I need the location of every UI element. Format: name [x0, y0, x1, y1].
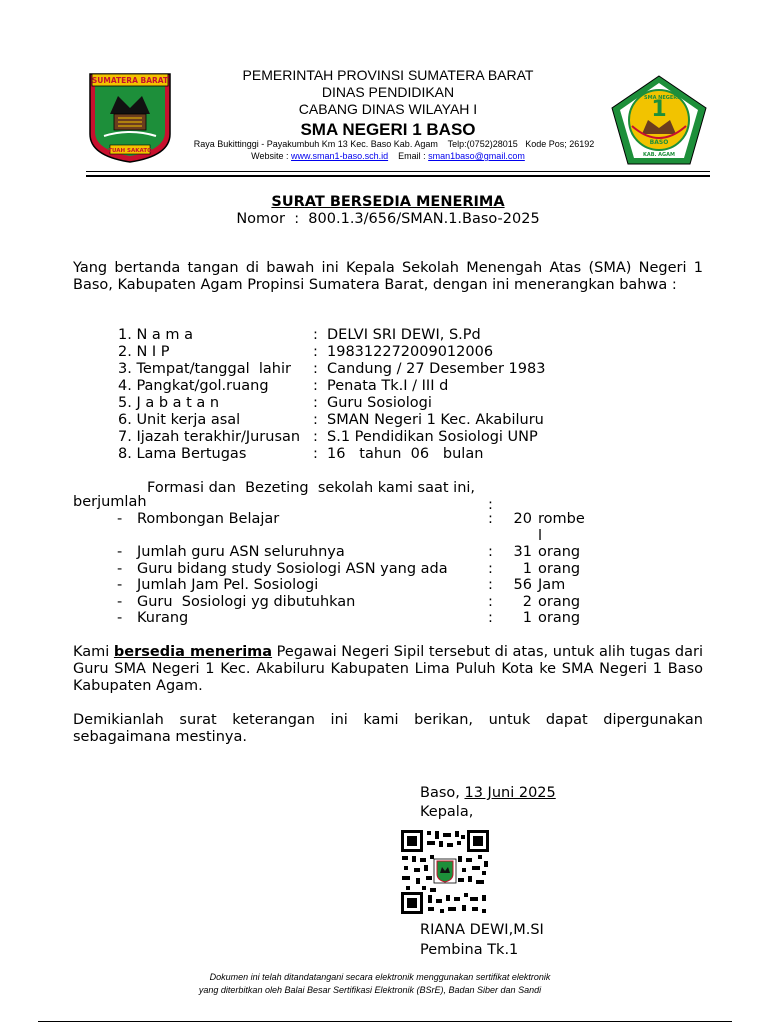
acceptance-paragraph: [73, 644, 703, 695]
letter-number: Nomor : 800.1.3/656/SMAN.1.Baso-2025: [236, 211, 540, 227]
province-logo: [88, 72, 172, 164]
province-logo-motto: TUAH SAKATO: [108, 148, 152, 154]
header-address: Raya Bukittinggi - Payakumbuh Km 13 Kec. Baso Kab. Agam Telp:(0752)28015 Kode Pos; 26192: [193, 139, 595, 149]
identity-value: 198312272009012006: [327, 344, 494, 360]
identity-table: [118, 327, 545, 463]
closing-paragraph: Demikianlah surat keterangan ini kami berikan, untuk dapat dipergunakan sebagaimana mestinya.: [73, 712, 703, 745]
school-logo-number: 1: [651, 97, 667, 122]
header-school-name: SMA NEGERI 1 BASO: [300, 120, 476, 139]
website-link[interactable]: www.sman1-baso.sch.id: [291, 151, 389, 161]
acceptance-post: Pegawai Negeri Sipil tersebut di atas, untuk alih tugas dari Guru SMA Negeri 1 Kec. Akabiluru Kabupaten Lima Puluh Kota ke SMA Negeri 1 Baso Kabupaten Agam.: [73, 644, 703, 694]
formasi-value: 1: [522, 560, 532, 577]
identity-value: S.1 Pendidikan Sosiologi UNP: [327, 429, 538, 445]
formasi-row: - Jumlah guru ASN seluruhnya : 31 orang: [117, 544, 590, 561]
intro-paragraph: Yang bertanda tangan di bawah ini Kepala Sekolah Menengah Atas (SMA) Negeri 1 Baso, Kabupaten Agam Propinsi Sumatera Barat, dengan ini menerangkan bahwa :: [73, 260, 703, 293]
identity-value: Candung / 27 Desember 1983: [327, 361, 546, 377]
email-link[interactable]: sman1baso@gmail.com: [428, 151, 525, 161]
identity-label: 5. J a b a t a n: [118, 395, 220, 411]
formasi-label: Kurang: [137, 610, 189, 626]
formasi-row: - Guru bidang study Sosiologi ASN yang ada : 1 orang: [117, 561, 590, 578]
formasi-value: 1: [522, 610, 532, 626]
signature-place: Baso,: [420, 785, 465, 801]
identity-row: 8. Lama Bertugas : 16 tahun 06 bulan: [118, 446, 545, 463]
email-label: Email :: [398, 151, 426, 161]
formasi-intro: Formasi dan Bezeting sekolah kami saat ini,: [147, 480, 476, 496]
identity-row: 6. Unit kerja asal : SMAN Negeri 1 Kec. Akabiluru: [118, 412, 544, 428]
identity-row: 1. N a m a : DELVI SRI DEWI, S.Pd: [118, 327, 545, 344]
signature-place-date: [420, 785, 556, 802]
formasi-value: 31: [513, 544, 532, 560]
identity-label: 7. Ijazah terakhir/Jurusan: [118, 429, 301, 445]
qr-code: [400, 829, 490, 915]
acceptance-bold: bersedia menerima: [113, 644, 273, 660]
formasi-unit: orang: [538, 544, 581, 560]
formasi-row: - Guru Sosiologi yg dibutuhkan : 2 orang: [117, 594, 590, 611]
identity-label: 2. N I P: [118, 344, 170, 360]
formasi-unit: orang: [538, 593, 581, 610]
formasi-colon: :: [488, 497, 493, 513]
formasi-label: Jumlah guru ASN seluruhnya: [137, 544, 345, 560]
formasi-unit: orang: [538, 560, 581, 577]
school-logo-name: BASO: [649, 139, 669, 146]
identity-row: 2. N I P : 198312272009012006: [118, 344, 545, 361]
signature-date: 13 Juni 2025: [464, 785, 556, 801]
formasi-label: Rombongan Belajar: [137, 511, 280, 527]
school-logo-bottom-text: KAB. AGAM: [642, 152, 676, 158]
identity-label: 3. Tempat/tanggal lahir: [118, 361, 291, 377]
header-rule-thick: [86, 175, 710, 177]
formasi-row: - Jumlah Jam Pel. Sosiologi : 56 Jam: [117, 577, 590, 594]
signatory-name: RIANA DEWI,M.SI: [420, 922, 544, 938]
footer-line-1: Dokumen ini telah ditandatangani secara elektronik menggunakan sertifikat elektronik: [209, 972, 551, 982]
formasi-value: 2: [522, 593, 532, 610]
formasi-value: 56: [513, 577, 532, 593]
letter-title: SURAT BERSEDIA MENERIMA: [271, 194, 505, 210]
acceptance-pre: Kami: [73, 644, 114, 660]
header-government: PEMERINTAH PROVINSI SUMATERA BARAT: [242, 67, 534, 83]
province-logo-top-text: SUMATERA BARAT: [91, 76, 169, 85]
identity-value: 16 tahun 06 bulan: [327, 446, 484, 462]
identity-value: Guru Sosiologi: [327, 395, 432, 411]
header-rule-thin: [86, 171, 710, 172]
formasi-label: Jumlah Jam Pel. Sosiologi: [137, 577, 319, 593]
identity-row: 7. Ijazah terakhir/Jurusan : S.1 Pendidikan Sosiologi UNP: [118, 429, 545, 446]
formasi-label: Guru Sosiologi yg dibutuhkan: [137, 593, 356, 610]
website-label: Website :: [251, 151, 289, 161]
header-branch: CABANG DINAS WILAYAH I: [298, 101, 478, 117]
formasi-unit: orang: [538, 610, 581, 626]
identity-row: 4. Pangkat/gol.ruang : Penata Tk.I / III d: [118, 378, 545, 395]
header-agency: DINAS PENDIDIKAN: [321, 84, 455, 100]
identity-label: 6. Unit kerja asal: [118, 412, 241, 428]
signatory-rank: Pembina Tk.1: [420, 942, 519, 958]
header-contact: [170, 151, 606, 161]
identity-value: DELVI SRI DEWI, S.Pd: [327, 327, 481, 343]
formasi-table: [117, 511, 590, 627]
formasi-row: - Rombongan Belajar : 20 rombe l: [117, 511, 590, 544]
signature-position: Kepala,: [420, 804, 474, 820]
identity-label: 4. Pangkat/gol.ruang: [118, 378, 269, 394]
formasi-row: - Kurang : 1 orang: [117, 610, 590, 627]
formasi-label: Guru bidang study Sosiologi ASN yang ada: [137, 560, 448, 577]
formasi-unit: rombe l: [538, 511, 585, 544]
identity-value: Penata Tk.I / III d: [327, 378, 449, 394]
formasi-unit: Jam: [538, 577, 566, 593]
identity-row: 5. J a b a t a n : Guru Sosiologi: [118, 395, 545, 412]
identity-row: 3. Tempat/tanggal lahir : Candung / 27 Desember 1983: [118, 361, 546, 377]
identity-label: 8. Lama Bertugas: [118, 446, 247, 462]
identity-value: SMAN Negeri 1 Kec. Akabiluru: [327, 412, 544, 428]
identity-label: 1. N a m a: [118, 327, 194, 343]
footer-rule: [38, 1021, 732, 1022]
formasi-intro-cont: berjumlah: [73, 494, 147, 510]
school-logo: [608, 72, 710, 168]
footer-line-2: yang diterbitkan oleh Balai Besar Sertifikasi Elektronik (BSrE), Badan Siber dan Sandi: [198, 985, 542, 995]
formasi-value: 20: [513, 511, 532, 527]
school-logo-ring-text: SMA NEGERI: [644, 95, 680, 101]
